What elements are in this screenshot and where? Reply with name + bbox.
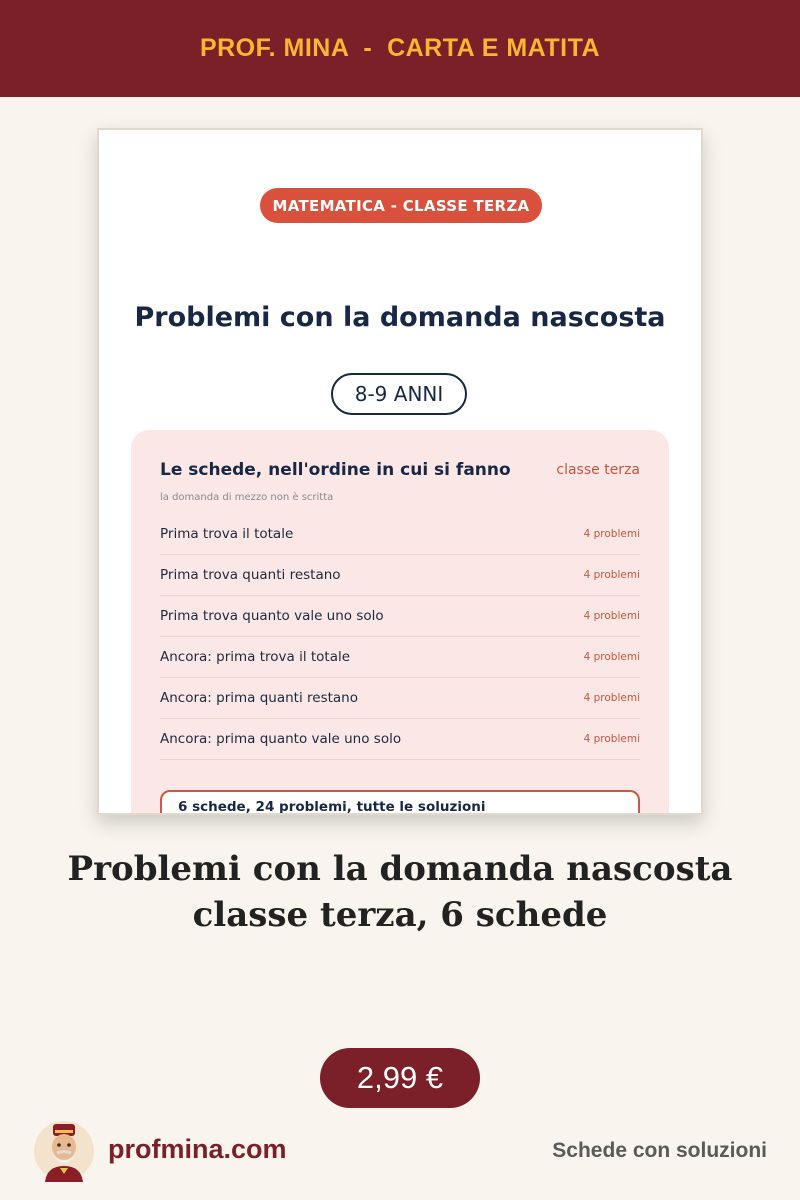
caption-subtitle: classe terza, 6 schede	[192, 895, 608, 935]
worksheet-preview[interactable]	[97, 128, 703, 815]
list-item	[160, 678, 640, 719]
caption-title: Problemi con la domanda nascosta	[67, 849, 733, 889]
price-badge[interactable]: 2,99 €	[320, 1048, 480, 1108]
list-item	[160, 596, 640, 637]
brand-title: PROF. MINA - CARTA E MATITA	[199, 34, 601, 62]
list-item	[160, 514, 640, 555]
list-item-count: 4 problemi	[583, 528, 640, 540]
worksheet-list	[160, 514, 640, 760]
age-badge: 8-9 ANNI	[331, 373, 467, 415]
list-item-count: 4 problemi	[583, 733, 640, 745]
list-item-label: Ancora: prima trova il totale	[160, 649, 351, 665]
subject-badge: MATEMATICA - CLASSE TERZA	[260, 188, 542, 223]
list-item	[160, 555, 640, 596]
card-heading: Le schede, nell'ordine in cui si fanno	[160, 460, 511, 480]
list-item-count: 4 problemi	[583, 651, 640, 663]
list-item-label: Ancora: prima quanti restano	[160, 690, 358, 706]
worksheet-title: Problemi con la domanda nascosta	[134, 302, 666, 333]
list-item-count: 4 problemi	[583, 569, 640, 581]
summary-text: 6 schede, 24 problemi, tutte le soluzioni	[178, 799, 486, 815]
card-note: la domanda di mezzo non è scritta	[160, 492, 334, 503]
list-item-label: Prima trova quanto vale uno solo	[160, 608, 384, 624]
worksheet-list-card	[131, 430, 669, 815]
list-item-count: 4 problemi	[583, 692, 640, 704]
list-item-label: Ancora: prima quanto vale uno solo	[160, 731, 402, 747]
summary-box	[160, 790, 640, 815]
list-item-label: Prima trova il totale	[160, 526, 294, 542]
list-item	[160, 719, 640, 760]
professor-avatar-icon	[33, 1120, 95, 1182]
grade-label: classe terza	[556, 462, 640, 478]
top-banner	[0, 0, 800, 97]
list-item-label: Prima trova quanti restano	[160, 567, 341, 583]
product-caption	[0, 846, 800, 938]
list-item	[160, 637, 640, 678]
site-link[interactable]: profmina.com	[108, 1134, 287, 1164]
footer-tagline: Schede con soluzioni	[552, 1139, 767, 1162]
list-item-count: 4 problemi	[583, 610, 640, 622]
